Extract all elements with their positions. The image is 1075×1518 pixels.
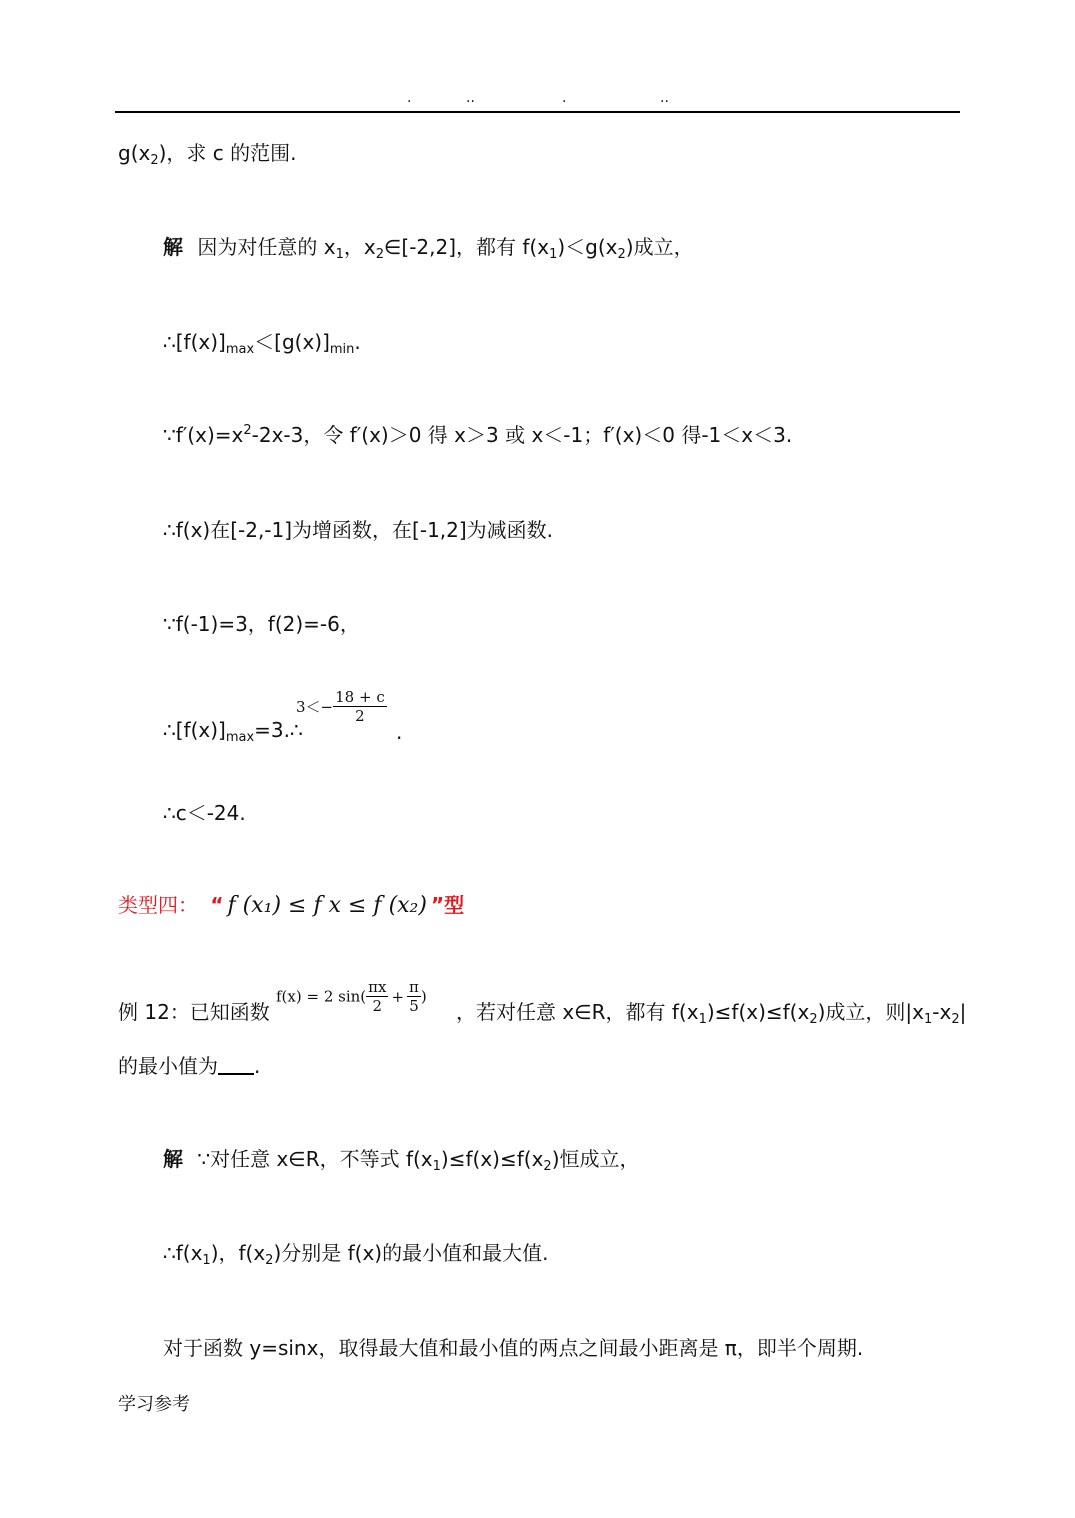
header-rule [115,111,960,113]
header-dot: . [407,90,412,106]
question-tail: $g(x_2)$，求 c 的范围. [118,141,297,168]
solution-label: 解 [163,235,183,259]
period: . [396,720,403,744]
inequality-line: $\therefore[f(x)]_{max}=3.\therefore$ [163,718,303,745]
inequality-formula: 3＜− $\frac{18 + c}{2}$ [296,688,385,725]
solution-intro: 解 因为对任意的 $x_1$，$x_2\in[-2,2]$，都有 $f(x_1)<g(x_2)$成立， [163,235,694,262]
answer-blank [218,1055,254,1075]
solution-2-intro: 解 ∵对任意 x∈R，不等式 $f(x_1)\le f(x)\le f(x_2)$恒成立， [163,1147,640,1174]
section-heading: 类型四： “ f (x₁) ≤ f x ≤ f (x₂) ”型 [118,893,465,918]
heading-formula: f (x₁) ≤ f x ≤ f (x₂) [227,893,427,918]
values-line: ∵f(-1)=3，f(2)=-6， [163,612,360,636]
header-dot: .. [466,90,475,106]
max-min-line: $\therefore[f(x)]_{max}<[g(x)]_{min}$. [163,330,361,357]
header-dot: .. [660,90,669,106]
header-dot: . [562,90,567,106]
footer-text: 学习参考 [118,1394,190,1415]
extrema-line: $\therefore f(x_1)$，$f(x_2)$分别是 f(x)的最小值和最大值. [163,1241,549,1268]
example-12-question: 的最小值为 . [118,1054,261,1078]
result-line: ∴c＜-24. [163,801,246,825]
period-line: 对于函数 y=sinx，取得最大值和最小值的两点之间最小距离是 π，即半个周期. [163,1336,864,1360]
monotonic-line: ∴f(x)在[-2,-1]为增函数，在[-1,2]为减函数. [163,518,554,542]
solution-label: 解 [163,1147,183,1171]
example-12: 例 12：已知函数 [118,1000,270,1024]
example-12-condition: ，若对任意 x∈R，都有 $f(x_1)\le f(x)\le f(x_2)$成立，则$|x_1-x_2|$ [456,1000,967,1027]
example-formula: f(x) = 2 sin( $\frac{\pi x}{2}$ + $\frac{\pi}{5}$ ) [276,978,427,1015]
derivative-line: $\because f'(x)=x^2-2x-3$，令 f′(x)＞0 得 x＞3 或 x＜-1；f′(x)＜0 得-1＜x＜3. [163,423,793,447]
